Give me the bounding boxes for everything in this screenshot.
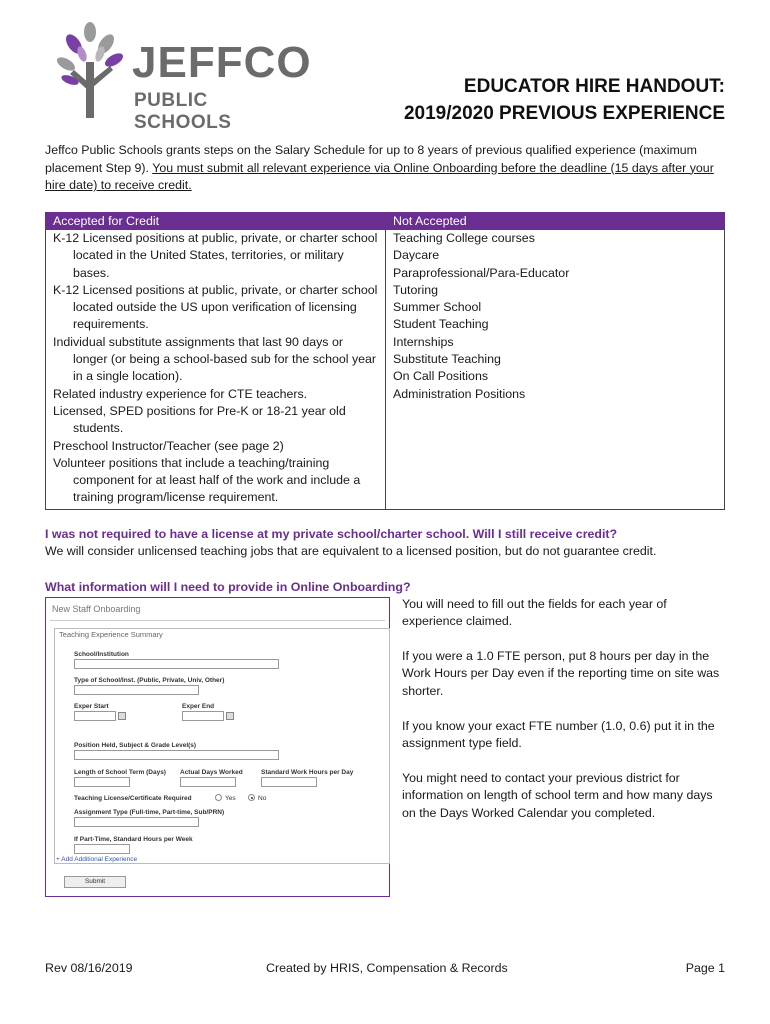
not-accepted-list (386, 230, 725, 510)
logo-name: JEFFCO (132, 38, 312, 87)
label-end: Exper End (182, 703, 215, 710)
accepted-item: Related industry experience for CTE teachers. (53, 386, 308, 401)
label-type: Type of School/Inst. (Public, Private, Univ, Other) (74, 677, 225, 684)
accepted-item: K-12 Licensed positions at public, private, or charter school located outside the US upon verification of licensing requirements. (53, 282, 378, 332)
not-accepted-item: On Call Positions (393, 369, 489, 384)
submit-button[interactable]: Submit (64, 876, 126, 888)
not-accepted-item: Administration Positions (393, 386, 526, 401)
note-fte-number: If you know your exact FTE number (1.0, 0.6) put it in the assignment type field. (402, 719, 715, 751)
footer-created-by: Created by HRIS, Compensation & Records (266, 961, 508, 975)
header-accepted: Accepted for Credit (46, 213, 386, 230)
term-input[interactable] (74, 777, 130, 787)
label-position: Position Held, Subject & Grade Level(s) (74, 742, 197, 749)
license-yes-radio[interactable] (215, 794, 222, 801)
label-start: Exper Start (74, 703, 109, 710)
label-hours: Standard Work Hours per Day (261, 769, 354, 776)
label-school: School/Institution (74, 651, 129, 658)
school-type-input[interactable] (74, 685, 199, 695)
header-not-accepted: Not Accepted (386, 213, 725, 230)
logo-subtitle: PUBLIC SCHOOLS (134, 90, 232, 133)
question-license: I was not required to have a license at my private school/charter school. Will I still receive credit? (45, 527, 618, 541)
form-header: New Staff Onboarding (52, 604, 141, 614)
section-title: Teaching Experience Summary (59, 630, 163, 639)
credit-table (45, 212, 725, 510)
hours-input[interactable] (261, 777, 317, 787)
accepted-item: Volunteer positions that include a teaching/training component for at least half of the work and include a training program/license requirement. (53, 455, 361, 505)
label-license: Teaching License/Certificate Required (74, 795, 192, 802)
footer-revision: Rev 08/16/2019 (45, 961, 133, 975)
end-date-input[interactable] (182, 711, 224, 721)
jeffco-logo (56, 22, 312, 133)
footer-page-number: Page 1 (685, 961, 725, 975)
form-divider (50, 620, 385, 621)
question-onboarding: What information will I need to provide in Online Onboarding? (45, 580, 411, 594)
onboarding-form-screenshot (45, 597, 390, 897)
not-accepted-item: Student Teaching (393, 317, 489, 332)
school-input[interactable] (74, 659, 279, 669)
not-accepted-item: Tutoring (393, 282, 438, 297)
not-accepted-item: Substitute Teaching (393, 352, 501, 367)
accepted-list (46, 230, 386, 510)
label-assignment: Assignment Type (Full-time, Part-time, Sub/PRN) (74, 809, 225, 816)
not-accepted-item: Summer School (393, 300, 482, 315)
note-fte-hours: If you were a 1.0 FTE person, put 8 hours per day in the Work Hours per Day even if the reporting time on site was shorter. (402, 649, 720, 698)
not-accepted-item: Internships (393, 334, 454, 349)
parttime-hours-input[interactable] (74, 844, 130, 854)
accepted-item: Preschool Instructor/Teacher (see page 2) (53, 438, 284, 453)
accepted-item: Licensed, SPED positions for Pre-K or 18-21 year old students. (53, 403, 346, 436)
days-worked-input[interactable] (180, 777, 236, 787)
note-contact-district: You might need to contact your previous district for information on length of school term and how many days on the Days Worked Calendar you completed. (402, 771, 713, 820)
add-experience-link[interactable]: + Add Additional Experience (56, 856, 138, 863)
accepted-item: Individual substitute assignments that last 90 days or longer (or being a school-based sub for the school year in a single location). (53, 334, 377, 384)
position-input[interactable] (74, 750, 279, 760)
calendar-icon[interactable] (226, 712, 234, 720)
handout-title-line1: EDUCATOR HIRE HANDOUT: (463, 76, 725, 97)
label-yes: Yes (225, 795, 236, 802)
label-worked: Actual Days Worked (180, 769, 243, 776)
license-no-radio[interactable] (248, 794, 255, 801)
not-accepted-item: Teaching College courses (393, 231, 535, 245)
label-no: No (258, 795, 267, 802)
handout-title-line2: 2019/2020 PREVIOUS EXPERIENCE (403, 103, 725, 124)
tree-logo-icon (56, 22, 126, 118)
start-date-input[interactable] (74, 711, 116, 721)
note-fill-fields: You will need to fill out the fields for each year of experience claimed. (402, 597, 667, 629)
intro-underlined-text: You must submit all relevant experience via Online Onboarding before the deadline (15 days after your hire date) to receive credit. (45, 160, 714, 192)
label-parttime: If Part-Time, Standard Hours per Week (74, 836, 193, 843)
assignment-input[interactable] (74, 817, 199, 827)
label-term: Length of School Term (Days) (74, 769, 166, 776)
experience-section (54, 628, 390, 864)
intro-text: Jeffco Public Schools grants steps on the Salary Schedule for up to 8 years of previous qualified experience (maximum placement Step 9). (45, 143, 698, 175)
not-accepted-item: Daycare (393, 248, 440, 263)
answer-license: We will consider unlicensed teaching jobs that are equivalent to a licensed position, but do not guarantee credit. (45, 544, 657, 558)
calendar-icon[interactable] (118, 712, 126, 720)
intro-paragraph (45, 142, 725, 195)
accepted-item: K-12 Licensed positions at public, private, or charter school located in the United States, territories, or military bases. (53, 231, 378, 280)
not-accepted-item: Paraprofessional/Para-Educator (393, 265, 570, 280)
